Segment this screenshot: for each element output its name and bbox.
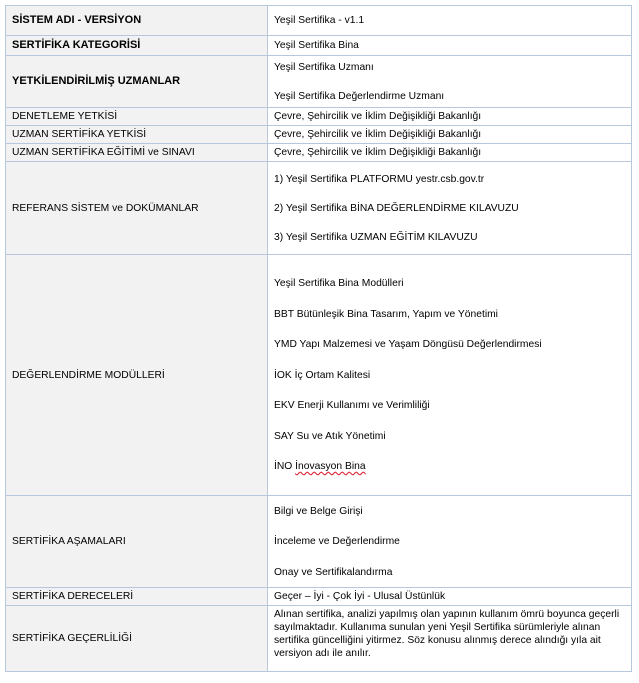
table-row (6, 162, 632, 255)
row-key-category: SERTİFİKA KATEGORİSİ (6, 36, 268, 56)
reference-item: 2) Yeşil Sertifika BİNA DEĞERLENDİRME KILAVUZU (274, 202, 519, 214)
module-item: BBT Bütünleşik Bina Tasarım, Yapım ve Yönetimi (274, 308, 498, 320)
module-item: SAY Su ve Atık Yönetimi (274, 430, 386, 442)
module-item: EKV Enerji Kullanımı ve Verimliliği (274, 400, 430, 411)
row-value-grades: Geçer – İyi - Çok İyi - Ulusal Üstünlük (268, 588, 632, 606)
table-row (6, 36, 632, 56)
row-key-expert-cert: UZMAN SERTİFİKA YETKİSİ (6, 126, 268, 144)
stage-item: İnceleme ve Değerlendirme (274, 536, 400, 547)
row-key-audit: DENETLEME YETKİSİ (6, 108, 268, 126)
table-row (6, 255, 632, 496)
row-value-category: Yeşil Sertifika Bina (268, 36, 632, 56)
row-value-validity: Alınan sertifika, analizi yapılmış olan yapının kullanım ömrü boyunca geçerli sayılmaktadır. Kullanıma sunulan yeni Yeşil Sertifika sürümleriyle alınan sertifika güncelliğini yitirmez. Söz konusu alınmış derece alındığı yıla ait versiyon adı ile anılır. (268, 606, 632, 672)
row-key-modules: DEĞERLENDİRME MODÜLLERİ (6, 255, 268, 496)
module-item (274, 460, 625, 473)
module-item: İOK İç Ortam Kalitesi (274, 369, 371, 381)
row-key-experts: YETKİLENDİRİLMİŞ UZMANLAR (6, 56, 268, 108)
row-key-grades: SERTİFİKA DERECELERİ (6, 588, 268, 606)
row-value-audit: Çevre, Şehircilik ve İklim Değişikliği Bakanlığı (268, 108, 632, 126)
row-key-references: REFERANS SİSTEM ve DOKÜMANLAR (6, 162, 268, 255)
certification-info-table (5, 5, 632, 672)
module-item: Yeşil Sertifika Bina Modülleri (274, 278, 404, 289)
row-value-expert-cert: Çevre, Şehircilik ve İklim Değişikliği Bakanlığı (268, 126, 632, 144)
table-row (6, 126, 632, 144)
table-row (6, 108, 632, 126)
table-row (6, 56, 632, 108)
table-row (6, 144, 632, 162)
row-key-expert-training: UZMAN SERTİFİKA EĞİTİMİ ve SINAVI (6, 144, 268, 162)
table-row (6, 588, 632, 606)
row-key-validity: SERTİFİKA GEÇERLİLİĞİ (6, 606, 268, 672)
table-row (6, 606, 632, 672)
expert-item: Yeşil Sertifika Değerlendirme Uzmanı (274, 90, 445, 102)
expert-item: Yeşil Sertifika Uzmanı (274, 61, 374, 73)
row-value-expert-training: Çevre, Şehircilik ve İklim Değişikliği Bakanlığı (268, 144, 632, 162)
row-key-stages: SERTİFİKA AŞAMALARI (6, 496, 268, 588)
row-value-references (268, 162, 632, 255)
table-row (6, 6, 632, 36)
row-key-system-name: SİSTEM ADI - VERSİYON (6, 6, 268, 36)
row-value-stages (268, 496, 632, 588)
module-item-spellcheck-text: İnovasyon Bina (295, 461, 366, 472)
module-item: YMD Yapı Malzemesi ve Yaşam Döngüsü Değerlendirmesi (274, 339, 542, 350)
module-item-prefix: İNO (274, 461, 296, 472)
stage-item: Bilgi ve Belge Girişi (274, 505, 363, 517)
reference-item: 3) Yeşil Sertifika UZMAN EĞİTİM KILAVUZU (274, 231, 478, 243)
row-value-system-name: Yeşil Sertifika - v1.1 (268, 6, 632, 36)
row-value-modules (268, 255, 632, 496)
row-value-experts (268, 56, 632, 108)
table-row (6, 496, 632, 588)
reference-item: 1) Yeşil Sertifika PLATFORMU yestr.csb.gov.tr (274, 173, 485, 185)
stage-item: Onay ve Sertifikalandırma (274, 566, 393, 578)
